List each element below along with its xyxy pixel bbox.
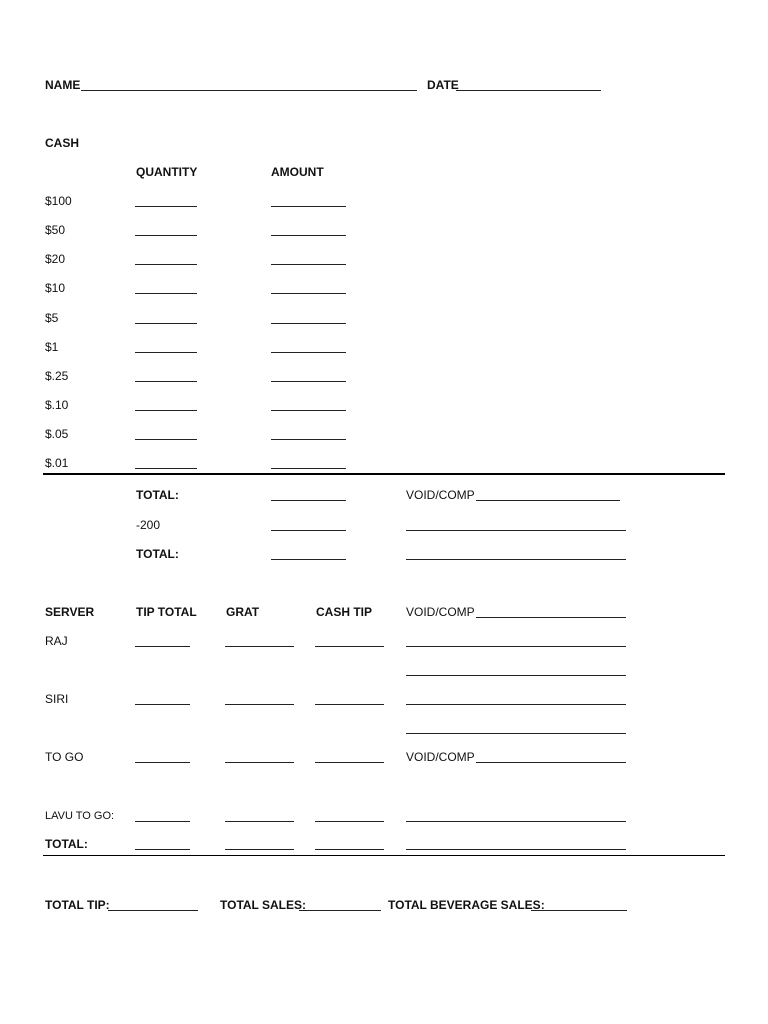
total-beverage-sales-field[interactable] [531, 910, 627, 911]
date-field[interactable] [456, 90, 601, 91]
denomination-label: $.10 [45, 398, 69, 412]
date-label: DATE [427, 78, 459, 92]
grat-field[interactable] [225, 646, 294, 647]
void-comp-line[interactable] [406, 646, 626, 647]
tip-total-field[interactable] [135, 704, 190, 705]
void-comp-line[interactable] [406, 849, 626, 850]
total-beverage-sales-label: TOTAL BEVERAGE SALES: [388, 898, 545, 912]
cash-section-label: CASH [45, 136, 80, 150]
grat-field[interactable] [225, 821, 294, 822]
amount-field[interactable] [271, 381, 346, 382]
minus-200-field[interactable] [271, 530, 346, 531]
quantity-field[interactable] [135, 468, 197, 469]
total-tip-label: TOTAL TIP: [45, 898, 110, 912]
name-field[interactable] [81, 90, 417, 91]
amount-field[interactable] [271, 352, 346, 353]
to-go-void-comp-label: VOID/COMP [406, 750, 475, 764]
total-sales-label: TOTAL SALES: [220, 898, 307, 912]
amount-field[interactable] [271, 468, 346, 469]
denomination-label: $.01 [45, 456, 69, 470]
cash-tip-field[interactable] [315, 762, 384, 763]
quantity-field[interactable] [135, 381, 197, 382]
void-comp-line[interactable] [406, 733, 626, 734]
quantity-field[interactable] [135, 410, 197, 411]
void-comp-line[interactable] [406, 821, 626, 822]
server-name-to-go: TO GO [45, 750, 84, 764]
amount-field[interactable] [271, 439, 346, 440]
cash-total-label: TOTAL: [136, 488, 179, 502]
to-go-void-comp-field[interactable] [476, 762, 626, 763]
grat-field[interactable] [225, 704, 294, 705]
amount-field[interactable] [271, 293, 346, 294]
void-comp-line[interactable] [406, 704, 626, 705]
cash-tip-column-header: CASH TIP [316, 605, 373, 619]
total-sales-field[interactable] [299, 910, 381, 911]
grat-field[interactable] [225, 762, 294, 763]
tip-total-column-header: TIP TOTAL [136, 605, 197, 619]
servers-divider [43, 855, 725, 856]
minus-200-label: -200 [136, 518, 161, 532]
net-total-field[interactable] [271, 559, 346, 560]
amount-field[interactable] [271, 410, 346, 411]
amount-field[interactable] [271, 323, 346, 324]
cash-tip-field[interactable] [315, 646, 384, 647]
quantity-field[interactable] [135, 206, 197, 207]
tip-total-field[interactable] [135, 646, 190, 647]
denomination-label: $10 [45, 281, 66, 295]
denomination-label: $1 [45, 340, 59, 354]
total-tip-field[interactable] [108, 910, 198, 911]
server-void-comp-label: VOID/COMP [406, 605, 475, 619]
quantity-field[interactable] [135, 264, 197, 265]
void-comp-line[interactable] [406, 559, 626, 560]
quantity-field[interactable] [135, 352, 197, 353]
tip-total-field[interactable] [135, 762, 190, 763]
denomination-label: $5 [45, 311, 59, 325]
quantity-field[interactable] [135, 323, 197, 324]
quantity-field[interactable] [135, 439, 197, 440]
cash-total-field[interactable] [271, 500, 346, 501]
server-void-comp-field[interactable] [476, 617, 626, 618]
servers-total-label: TOTAL: [45, 837, 88, 851]
void-comp-field[interactable] [476, 500, 620, 501]
server-column-header: SERVER [45, 605, 95, 619]
quantity-field[interactable] [135, 293, 197, 294]
server-name-raj: RAJ [45, 634, 68, 648]
denomination-label: $50 [45, 223, 66, 237]
amount-field[interactable] [271, 206, 346, 207]
cash-tip-sum-field[interactable] [315, 849, 384, 850]
amount-field[interactable] [271, 264, 346, 265]
void-comp-label: VOID/COMP [406, 488, 475, 502]
grat-sum-field[interactable] [225, 849, 294, 850]
quantity-column-header: QUANTITY [136, 165, 198, 179]
cash-divider [43, 473, 725, 475]
cash-tip-field[interactable] [315, 704, 384, 705]
denomination-label: $100 [45, 194, 72, 208]
amount-field[interactable] [271, 235, 346, 236]
quantity-field[interactable] [135, 235, 197, 236]
denomination-label: $.25 [45, 369, 69, 383]
grat-column-header: GRAT [226, 605, 260, 619]
denomination-label: $.05 [45, 427, 69, 441]
tip-total-field[interactable] [135, 821, 190, 822]
void-comp-line[interactable] [406, 675, 626, 676]
name-label: NAME [45, 78, 81, 92]
denomination-label: $20 [45, 252, 66, 266]
net-total-label: TOTAL: [136, 547, 179, 561]
cash-tip-field[interactable] [315, 821, 384, 822]
server-name-lavu-to-go: LAVU TO GO: [45, 810, 115, 822]
server-name-siri: SIRI [45, 692, 69, 706]
amount-column-header: AMOUNT [271, 165, 324, 179]
tip-total-sum-field[interactable] [135, 849, 190, 850]
void-comp-line[interactable] [406, 530, 626, 531]
